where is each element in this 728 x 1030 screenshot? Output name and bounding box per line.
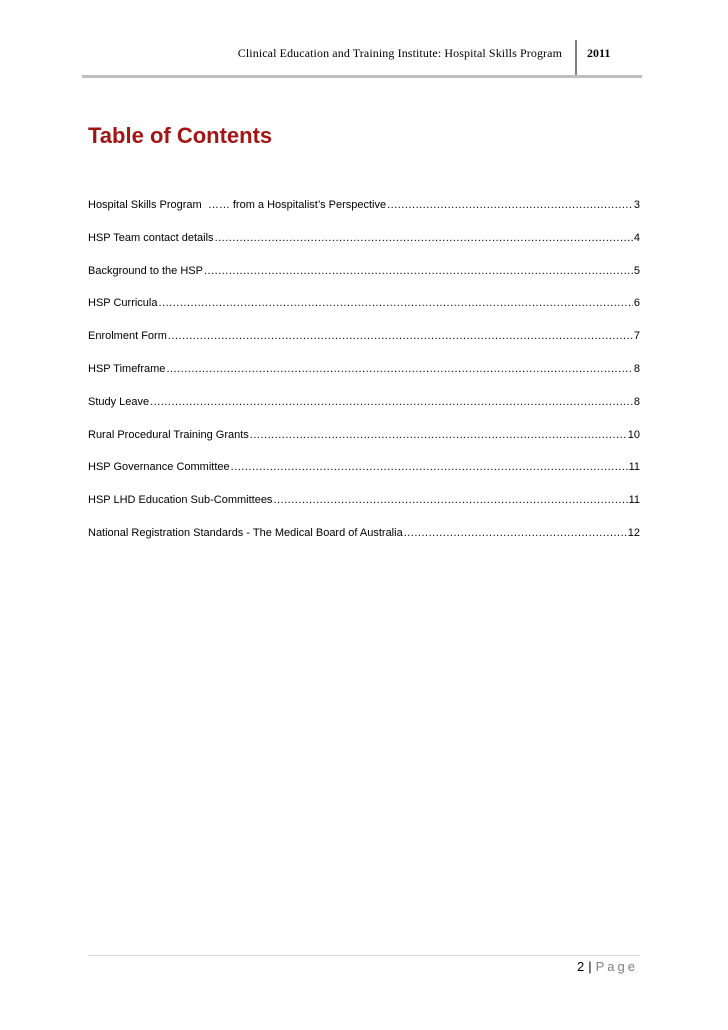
toc-entry-page: 11 [628,461,640,474]
toc-entry-timeframe[interactable] [88,361,640,394]
footer-page-number: 2 [577,959,585,974]
footer-page-word: Page [595,959,638,974]
toc-dot-leader [404,525,627,541]
toc-entry-label: Rural Procedural Training Grants [88,428,249,441]
header-rule [82,75,642,78]
toc-entry-hospitalist-perspective[interactable] [88,197,640,230]
toc-entry-enrolment-form[interactable] [88,328,640,361]
toc-entry-governance-committee[interactable] [88,459,640,492]
toc-entry-page: 11 [628,494,640,507]
toc-dot-leader [273,492,627,508]
toc-dot-leader [250,427,627,443]
toc-entry-page: 10 [627,428,640,441]
toc-entry-label: HSP Timeframe [88,362,166,375]
toc-dot-leader [159,295,633,311]
toc-entry-label: HSP LHD Education Sub-Committees [88,494,273,507]
toc-entry-label: Enrolment Form [88,330,167,343]
header-title: Clinical Education and Training Institute: Hospital Skills Program [237,46,562,60]
toc-entry-label: Study Leave [88,395,150,408]
toc-entry-team-contact[interactable] [88,230,640,263]
toc-entry-page: 6 [633,297,640,310]
toc-entry-page: 7 [633,330,640,343]
toc-entry-registration-standards[interactable] [88,525,640,558]
toc-entry-label: Background to the HSP [88,264,203,277]
toc-dot-leader [150,394,633,410]
toc-entry-page: 8 [633,362,640,375]
toc-entry-label: HSP Team contact details [88,231,214,244]
toc-entry-label: HSP Curricula [88,297,158,310]
toc-entry-study-leave[interactable] [88,394,640,427]
toc-dot-leader [231,459,628,475]
toc-list [88,197,640,558]
toc-entry-page: 12 [627,526,640,539]
page-header [82,38,642,78]
toc-entry-lhd-sub-committees[interactable] [88,492,640,525]
footer-separator: | [588,959,592,974]
toc-heading: Table of Contents [88,123,273,148]
toc-entry-rural-grants[interactable] [88,427,640,460]
toc-entry-page: 5 [633,264,640,277]
header-year: 2011 [587,46,611,60]
header-divider [575,40,577,76]
toc-entry-label: Hospital Skills Program …… from a Hospitalist’s Perspective [88,199,387,211]
toc-entry-label: HSP Governance Committee [88,461,230,474]
toc-dot-leader [168,328,633,344]
toc-dot-leader [387,197,633,213]
toc-entry-page: 3 [633,199,640,211]
toc-dot-leader [166,361,632,377]
toc-entry-background[interactable] [88,263,640,296]
toc-entry-page: 8 [633,395,640,408]
toc-entry-curricula[interactable] [88,295,640,328]
footer-rule [88,955,640,956]
toc-entry-label: National Registration Standards - The Medical Board of Australia [88,526,403,539]
toc-dot-leader [215,230,633,246]
toc-dot-leader [204,263,633,279]
toc-entry-page: 4 [633,231,640,244]
page-footer [577,959,638,974]
